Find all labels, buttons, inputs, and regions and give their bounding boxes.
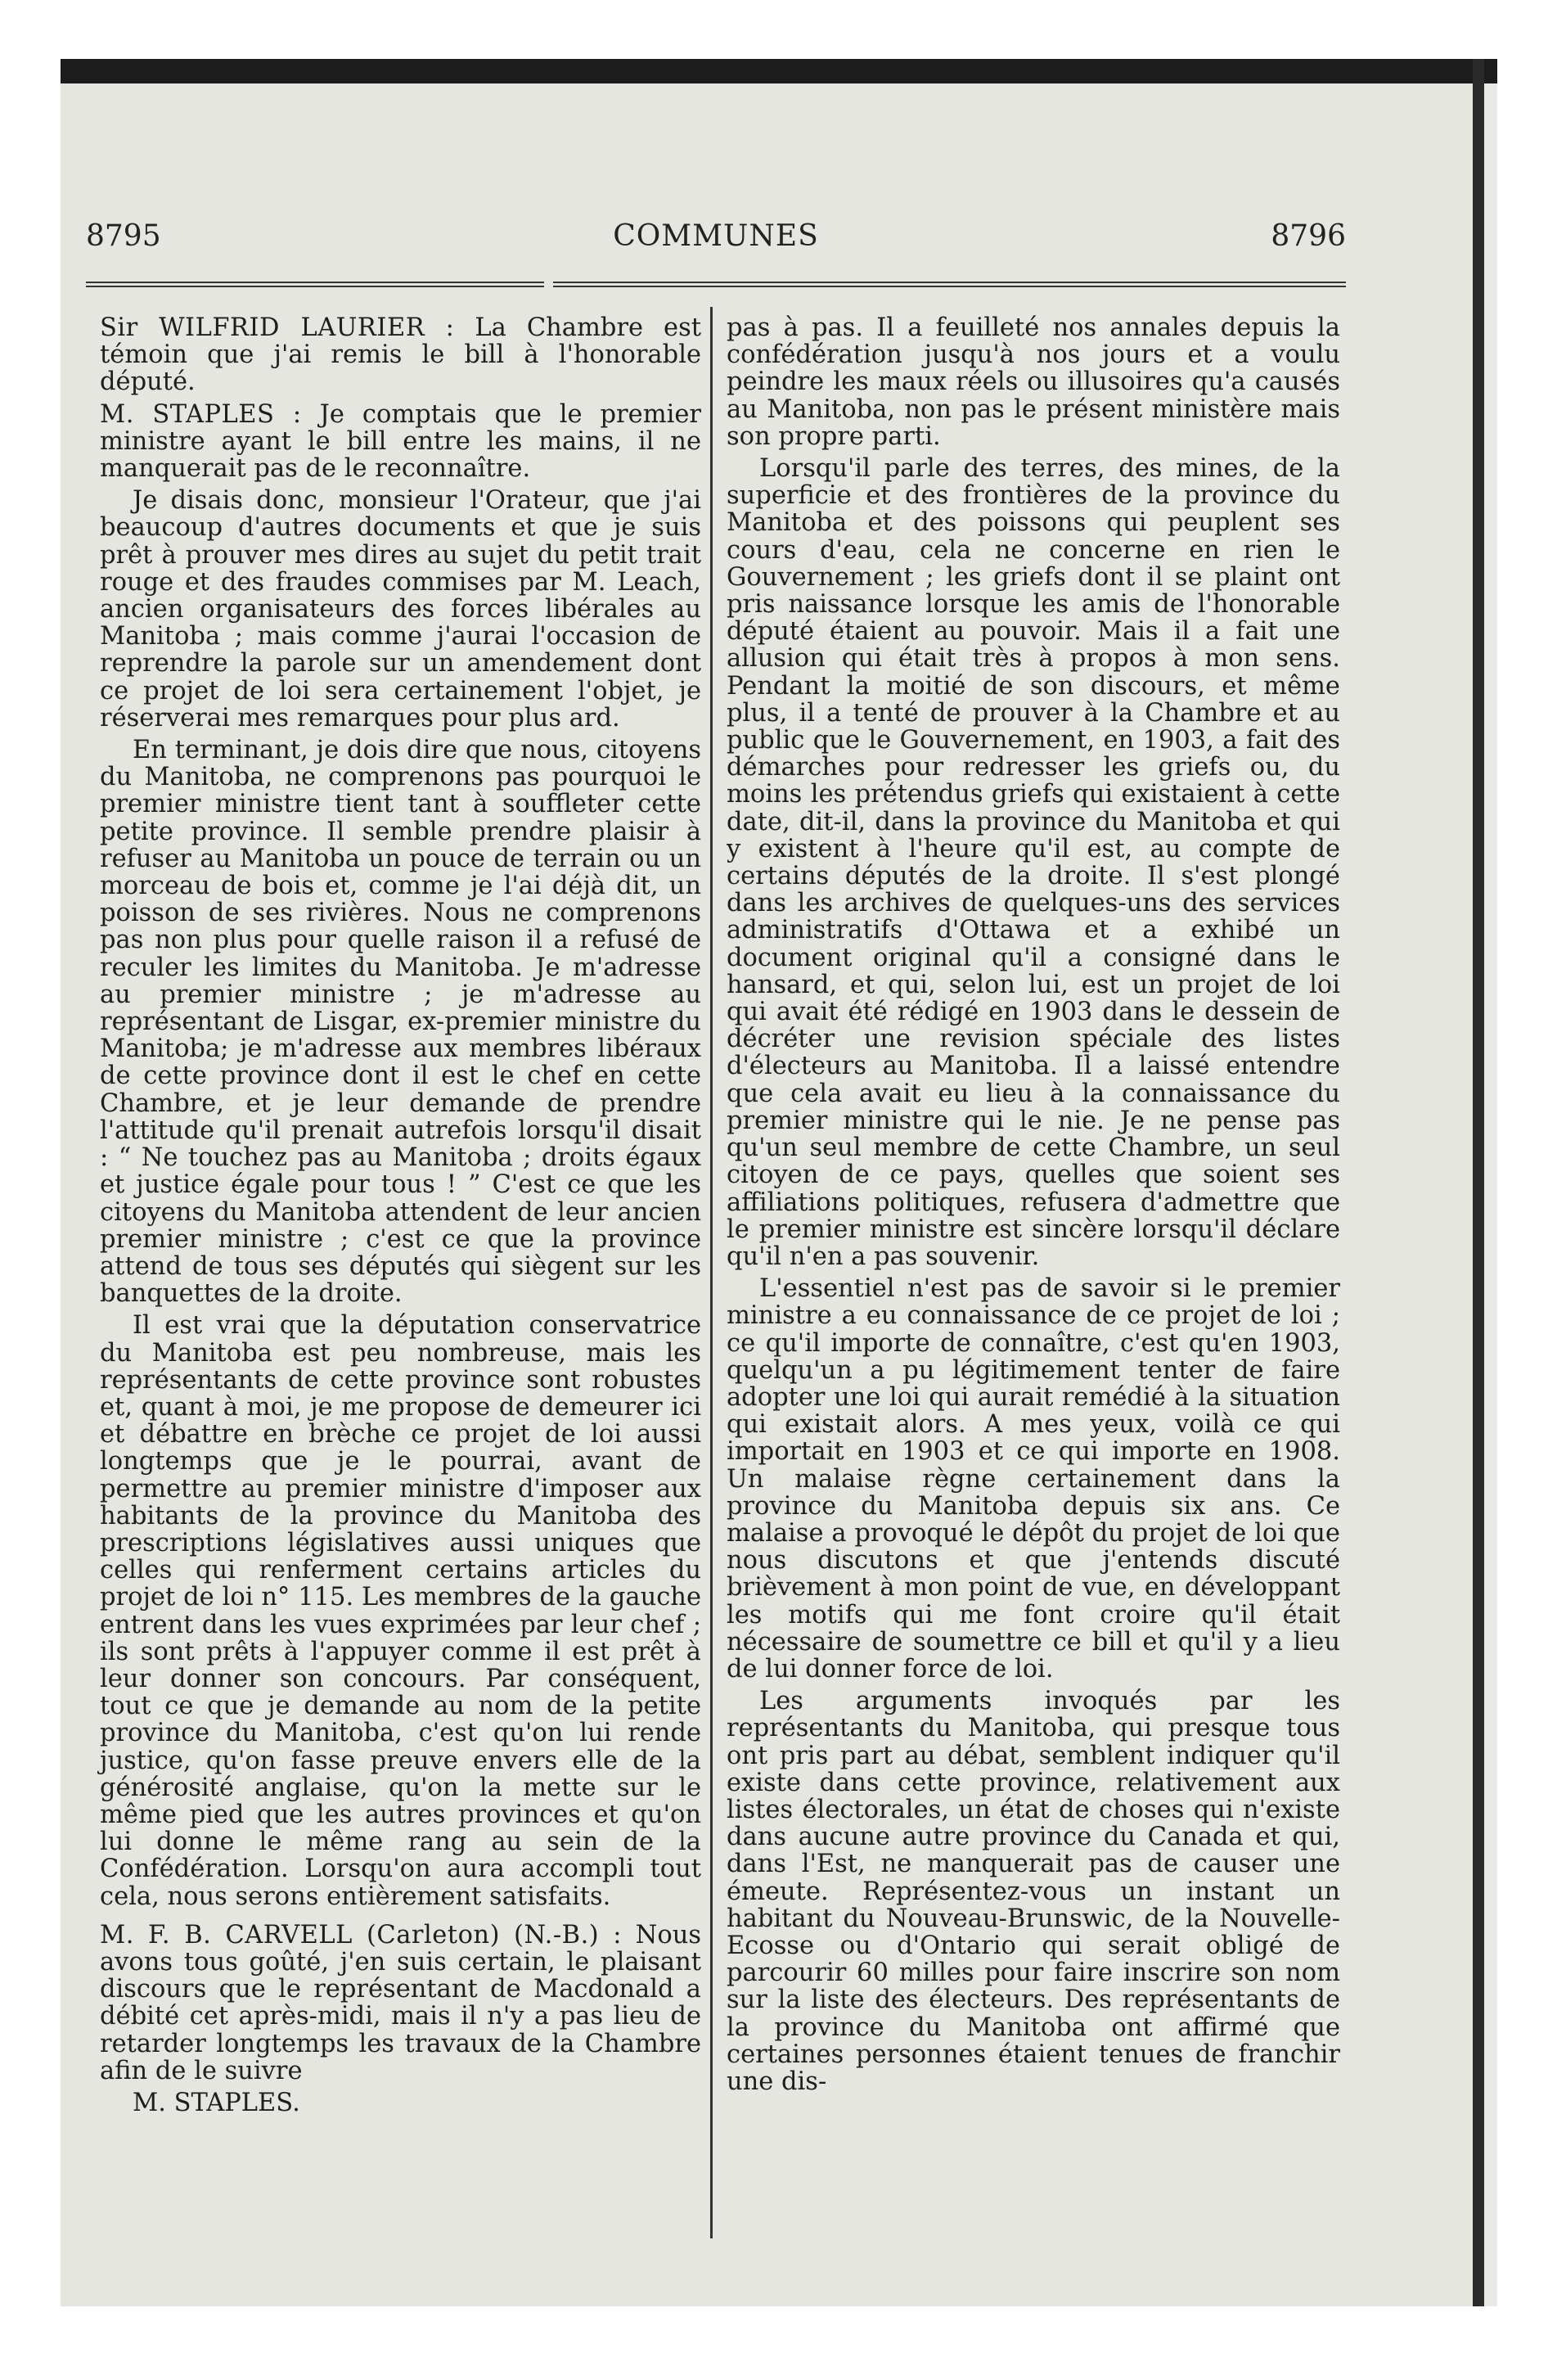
column-divider bbox=[710, 307, 713, 2238]
header-rule-left bbox=[86, 282, 544, 287]
paragraph-text: pas à pas. Il a feuilleté nos annales depuis la confédération jusqu'à nos jours et a voulu peindre les maux réels ou illusoires qu'a causés au Manitoba, non pas le présent ministère mais son propre parti. bbox=[727, 313, 1340, 451]
speaker-name: Sir WILFRID LAURIER : bbox=[100, 313, 455, 342]
paragraph-text: En terminant, je dois dire que nous, citoyens du Manitoba, ne comprenons pas pourquoi le premier ministre tient tant à souffleter cette petite province. Il semble prendre plaisir à refuser au Manitoba un pouce de terrain ou un morceau de bois et, comme je l'ai déjà dit, un poisson de ses rivières. Nous ne comprenons pas non plus pour quelle raison il a refusé de reculer les limites du Manitoba. Je m'adresse au premier ministre ; je m'adresse au représentant de Lisgar, ex-premier ministre du Manitoba; je m'adresse aux membres libéraux de cette province dont il est le chef en cette Chambre, et je leur demande de prendre l'attitude qu'il prenait autrefois lorsqu'il disait : “ Ne touchez pas au Manitoba ; droits égaux et justice égale pour tous ! ” C'est ce que les citoyens du Manitoba attendent de leur ancien premier ministre ; c'est ce que la province attend de tous ses députés qui siègent sur les banquettes de la droite. bbox=[100, 736, 701, 1309]
paragraph bbox=[100, 487, 701, 732]
paragraph bbox=[100, 401, 701, 483]
speaker-name: M. F. B. CARVELL (Carleton) (N.-B.) : bbox=[100, 1920, 623, 1950]
left-column bbox=[100, 314, 701, 2121]
paragraph-text: Il est vrai que la députation conservatrice du Manitoba est peu nombreuse, mais les représentants de cette province sont robustes et, quant à moi, je me propose de demeurer ici et débattre en brèche ce projet de loi aussi longtemps que je le pourrai, avant de permettre au premier ministre d'imposer aux habitants de la province du Manitoba des prescriptions législatives aussi uniques que celles qui renferment certains articles du projet de loi n° 115. Les membres de la gauche entrent dans les vues exprimées par leur chef ; ils sont prêts à l'appuyer comme il est prêt à leur donner son concours. Par conséquent, tout ce que je demande au nom de la petite province du Manitoba, c'est qu'on lui rende justice, qu'on fasse preuve envers elle de la générosité anglaise, qu'on la mette sur le même pied que les autres provinces et qu'on lui donne le même rang au sein de la Confédération. Lorsqu'on aura accompli tout cela, nous serons entièrement satisfaits. bbox=[100, 1311, 701, 1911]
paragraph-text: Les arguments invoqués par les représentants du Manitoba, qui presque tous ont pris part au débat, semblent indiquer qu'il existe dans cette province, relativement aux listes électorales, un état de choses qui n'existe dans aucune autre province du Canada et qui, dans l'Est, ne manquerait pas de causer une émeute. Représentez-vous un instant un habitant du Nouveau-Brunswic, de la Nouvelle-Ecosse ou d'Ontario qui serait obligé de parcourir 60 milles pour faire inscrire son nom sur la liste des électeurs. Des représentants de la province du Manitoba ont affirmé que certaines personnes étaient tenues de franchir une dis- bbox=[727, 1687, 1340, 2096]
paragraph bbox=[100, 1312, 701, 1909]
running-footer bbox=[100, 2089, 701, 2116]
paragraph bbox=[100, 314, 701, 396]
paragraph-text: Je comptais que le premier ministre ayant le bill entre les mains, il ne manquerait pas de le reconnaître. bbox=[100, 399, 701, 484]
page-number-left: 8795 bbox=[86, 219, 161, 253]
paragraph bbox=[727, 314, 1340, 450]
paragraph bbox=[727, 1275, 1340, 1683]
scan-right-edge bbox=[1473, 59, 1484, 2306]
paragraph bbox=[100, 737, 701, 1307]
paragraph-text: Lorsqu'il parle des terres, des mines, de la superficie et des frontières de la province du Manitoba et des poissons qui peuplent ses cours d'eau, cela ne concerne en rien le Gouvernement ; les griefs dont il se plaint ont pris naissance lorsque les amis de l'honorable député étaient au pouvoir. Mais il a fait une allusion qui était très à propos à mon sens. Pendant la moitié de son discours, et même plus, il a tenté de prouver à la Chambre et au public que le Gouvernement, en 1903, a fait des démarches pour redresser les griefs ou, du moins les prétendus griefs qui existaient à cette date, dit-il, dans la province du Manitoba et qui y existent à l'heure qu'il est, au compte de certains députés de la droite. Il s'est plongé dans les archives de quelques-uns des services administratifs d'Ottawa et a exhibé un document original qu'il a consigné dans le hansard, et qui, selon lui, est un projet de loi qui avait été rédigé en 1903 dans le dessein de décréter une revision spéciale des listes d'électeurs au Manitoba. Il a laissé entendre que cela avait eu lieu à la connaissance du premier ministre qui le nie. Je ne pense pas qu'un seul membre de cette Chambre, un seul citoyen de ce pays, quelles que soient ses affiliations politiques, refusera d'admettre que le premier ministre est sincère lorsqu'il déclare qu'il n'en a pas souvenir. bbox=[727, 454, 1340, 1271]
page-title: COMMUNES bbox=[613, 219, 819, 253]
right-column bbox=[727, 314, 1340, 2100]
speaker-name: M. STAPLES : bbox=[100, 399, 302, 429]
page-header bbox=[86, 219, 1346, 264]
paragraph-text: L'essentiel n'est pas de savoir si le premier ministre a eu connaissance de ce projet de loi ; ce qu'il importe de connaître, c'est qu'en 1903, quelqu'un a pu légitimement tenter de faire adopter une loi qui aurait remédié à la situation qui existait alors. A mes yeux, voilà ce qui importait en 1903 et ce qui importe en 1908. Un malaise règne certainement dans la province du Manitoba depuis six ans. Ce malaise a provoqué le dépôt du projet de loi que nous discutons et que j'entends discuté brièvement à mon point de vue, en développant les motifs qui me font croire qu'il était nécessaire de soumettre ce bill et qu'il y a lieu de lui donner force de loi. bbox=[727, 1274, 1340, 1684]
paragraph-text: La Chambre est témoin que j'ai remis le bill à l'honorable député. bbox=[100, 313, 701, 397]
paragraph-text: Je disais donc, monsieur l'Orateur, que j'ai beaucoup d'autres documents et que je suis prêt à prouver mes dires au sujet du petit trait rouge et des fraudes commises par M. Leach, ancien organisateurs des forces libérales au Manitoba ; mais comme j'aurai l'occasion de reprendre la parole sur un amendement dont ce projet de loi sera certainement l'objet, je réserverai mes remarques pour plus ard. bbox=[100, 486, 701, 732]
paragraph-text: Nous avons tous goûté, j'en suis certain, le plaisant discours que le représentant de Macdonald a débité cet après-midi, mais il n'y a pas lieu de retarder longtemps les travaux de la Chambre afin de le suivre bbox=[100, 1920, 702, 2085]
footer-speaker: M. STAPLES. bbox=[133, 2089, 300, 2117]
scan-top-edge bbox=[61, 59, 1497, 83]
paragraph bbox=[727, 1688, 1340, 2095]
page-number-right: 8796 bbox=[1271, 219, 1346, 253]
paragraph bbox=[100, 1922, 701, 2085]
header-rule-right bbox=[553, 282, 1346, 287]
paragraph bbox=[727, 455, 1340, 1270]
